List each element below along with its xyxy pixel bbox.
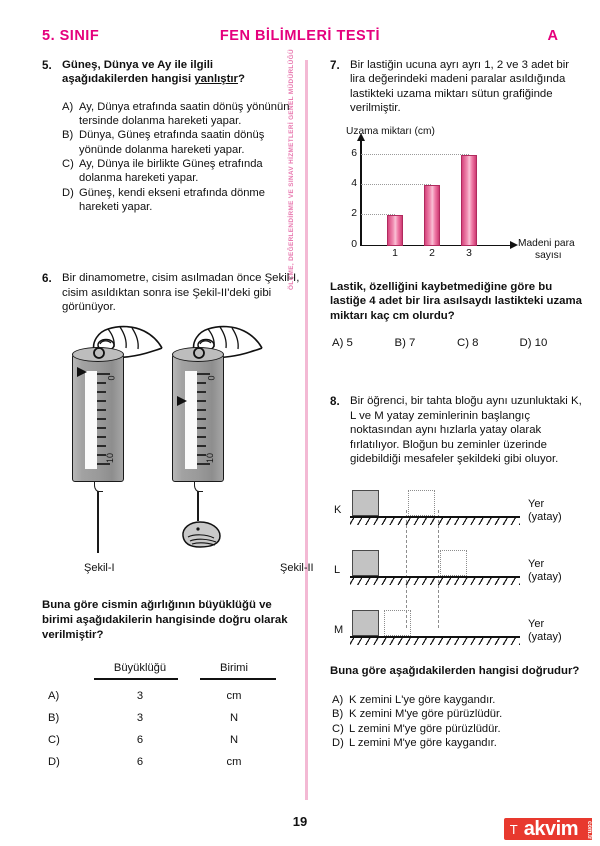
rock-object-icon	[178, 520, 222, 549]
option-text: Dünya, Güneş etrafında saatin dönüş yönünde dolanma hareketi yapar.	[79, 129, 265, 156]
question-5-option-b[interactable]	[62, 128, 300, 157]
chart-x-axis-title	[518, 238, 575, 262]
option-text: L zemini M'ye göre kaygandır.	[349, 736, 497, 749]
hook-top-icon	[192, 346, 206, 360]
logo-mark-icon	[504, 818, 524, 840]
question-7-sub-question: Lastik, özelliğini kaybetmediğine göre bu lastiğe 4 adet bir lira asılsaydı lastikteki uzama miktarı kaç cm olurdu?	[330, 280, 582, 322]
chart-xtick-3: 3	[466, 247, 472, 259]
dynamometer-scale-window	[185, 371, 197, 469]
chart-ytick-6: 6	[351, 147, 357, 159]
question-8-sub-question: Buna göre aşağıdakilerden hangisi doğrudur?	[330, 665, 580, 678]
table-header-unit: Birimi	[220, 662, 248, 675]
chart-gridline-6	[361, 154, 469, 155]
option-label: A)	[62, 100, 74, 113]
question-7-option-b[interactable]: B) 7	[394, 337, 416, 350]
block-end-ghost	[440, 550, 467, 576]
table-row[interactable]	[48, 685, 300, 707]
question-8-option-c[interactable]	[332, 722, 582, 736]
ground-hatch	[350, 637, 520, 645]
row-label: B)	[48, 711, 60, 724]
left-column	[42, 58, 314, 777]
row-unit: cm	[226, 689, 242, 702]
header-grade: 5. SINIF	[42, 28, 100, 44]
chart-y-axis	[360, 140, 362, 246]
klm-yer-label-l	[528, 558, 562, 583]
question-5-option-d[interactable]	[62, 186, 300, 215]
klm-row-l	[334, 538, 584, 588]
row-unit: N	[229, 733, 239, 746]
table-row[interactable]	[48, 751, 300, 773]
option-text: Ay, Dünya etrafında saatin dönüş yönünün tersinde dolanma hareketi yapar.	[79, 100, 290, 128]
block-end-ghost	[384, 610, 411, 636]
option-label: C)	[62, 158, 74, 170]
chart-ytick-0: 0	[351, 238, 357, 250]
logo-mark-letter: T	[509, 821, 518, 837]
question-7-option-d[interactable]: D) 10	[519, 337, 548, 350]
question-7-option-a[interactable]: A) 5	[332, 337, 353, 350]
question-8-stem: Bir öğrenci, bir tahta bloğu aynı uzunluktaki K, L ve M yatay zeminlerinin başlangıç noktasından aynı hızlarla yatay olarak fırlatılıyor. Bloğun bu zeminler üzerinde gidebildiği mesafeler şekildeki gibi oluyor.	[350, 395, 582, 466]
block-end-ghost	[408, 490, 435, 516]
dynamometer-pointer	[177, 396, 187, 406]
question-5-number: 5.	[42, 58, 52, 72]
hanging-string	[97, 491, 99, 553]
ground-hatch	[350, 577, 520, 585]
yer-line1: Yer	[528, 558, 545, 571]
dynamometer-scale-bottom-label: 10	[205, 453, 216, 464]
question-7-option-c[interactable]: C) 8	[457, 337, 479, 350]
question-6-answer-table	[42, 658, 300, 772]
block-start	[352, 550, 379, 576]
figure-1-caption: Şekil-I	[84, 562, 115, 575]
option-label: B)	[332, 708, 344, 721]
question-7-stem: Bir lastiğin ucuna ayrı ayrı 1, 2 ve 3 adet bir lira değerindeki madeni paralar asıldığında lastikteki uzama miktarı sütun grafiğinde verilmiştir.	[350, 59, 570, 115]
chart-x-axis-title-line2: sayısı	[535, 249, 562, 261]
table-header-row	[48, 658, 300, 678]
chart-gridline-4	[361, 184, 431, 185]
option-text: K zemini M'ye göre pürüzlüdür.	[349, 708, 503, 721]
question-7-number: 7.	[330, 58, 340, 72]
chart-bar-1	[387, 215, 403, 246]
chart-ytick-4: 4	[351, 177, 357, 189]
chart-bar-3	[461, 155, 477, 246]
question-8	[330, 394, 582, 750]
chart-title: Uzama miktarı (cm)	[346, 125, 435, 137]
yer-line1: Yer	[528, 498, 545, 511]
page-number: 19	[292, 814, 308, 829]
yer-line2: (yatay)	[528, 631, 562, 644]
question-8-options	[330, 693, 582, 750]
dynamometer-scale-window	[85, 371, 97, 469]
block-start	[352, 610, 379, 636]
block-start	[352, 490, 379, 516]
row-unit: N	[229, 711, 239, 724]
row-label: A)	[48, 689, 60, 702]
table-header-magnitude: Büyüklüğü	[113, 662, 167, 675]
row-label: D)	[48, 755, 60, 768]
klm-surfaces-figure	[334, 478, 584, 650]
chart-ytick-2: 2	[351, 207, 357, 219]
dynamometer-pointer	[77, 367, 87, 377]
row-unit: cm	[226, 755, 242, 768]
option-text: Güneş, kendi ekseni etrafında dönme hareketi yapar.	[79, 186, 265, 213]
question-5-option-c[interactable]	[62, 157, 300, 186]
header-test-title: FEN BİLİMLERİ TESTİ	[219, 28, 381, 44]
ground-hatch	[350, 517, 520, 525]
dynamometer-scale-top-label: 0	[206, 375, 217, 381]
sidebar-vertical-text: ÖLÇME, DEĞERLENDİRME VE SINAV HİZMETLERİ GENEL MÜDÜRLÜĞÜ	[288, 49, 295, 290]
question-6-number: 6.	[42, 271, 52, 285]
table-row[interactable]	[48, 707, 300, 729]
logo-tld: com.tr	[582, 818, 592, 840]
uzama-bar-chart	[338, 126, 576, 266]
dynamometer-body	[72, 354, 124, 482]
hanging-string	[197, 491, 199, 521]
column-divider	[305, 60, 308, 800]
yer-line2: (yatay)	[528, 511, 562, 524]
question-5-option-a[interactable]	[62, 100, 300, 129]
hook-top-icon	[92, 346, 106, 360]
chart-x-axis-title-line1: Madeni para	[518, 237, 575, 249]
table-row[interactable]	[48, 729, 300, 751]
question-5-stem	[62, 58, 300, 87]
dynamometer-body	[172, 354, 224, 482]
question-6-sub-question: Buna göre cismin ağırlığının büyüklüğü ve birimi aşağıdakilerin hangisinde doğru olarak verilmiştir?	[42, 599, 288, 641]
dynamometer-scale-bottom-label: 10	[105, 453, 116, 464]
option-text: L zemini M'ye göre pürüzlüdür.	[349, 722, 501, 735]
question-5	[42, 58, 300, 214]
klm-label-l: L	[334, 564, 341, 577]
figure-2-caption: Şekil-II	[280, 562, 314, 575]
option-label: A)	[332, 694, 344, 707]
option-label: B)	[62, 129, 74, 142]
question-7	[330, 58, 582, 349]
chart-xtick-2: 2	[429, 247, 435, 259]
klm-yer-label-m	[528, 618, 562, 643]
option-label: D)	[332, 736, 344, 749]
right-column	[330, 58, 582, 754]
takvim-logo[interactable]	[504, 816, 592, 842]
klm-row-m	[334, 598, 584, 648]
klm-label-k: K	[334, 504, 342, 517]
table-header-rule	[48, 678, 300, 679]
row-magnitude: 3	[136, 689, 144, 702]
header-booklet-code: A	[547, 28, 558, 44]
question-5-stem-underlined: yanlıştır	[194, 73, 238, 86]
question-8-number: 8.	[330, 394, 340, 408]
dynamometer-figure	[42, 324, 314, 586]
yer-line1: Yer	[528, 618, 545, 631]
dynamometer-scale-top-label: 0	[106, 375, 117, 381]
option-label: C)	[332, 722, 344, 735]
question-5-stem-part1: Güneş, Dünya ve Ay ile ilgili aşağıdakilerden hangisi	[62, 59, 214, 86]
question-8-option-b[interactable]	[332, 707, 582, 721]
logo-wordmark: akvim	[524, 818, 582, 840]
option-text: Ay, Dünya ile birlikte Güneş etrafında dolanma hareketi yapar.	[79, 158, 263, 185]
question-6	[42, 271, 314, 772]
question-5-options	[42, 100, 300, 214]
klm-row-k	[334, 478, 584, 528]
row-magnitude: 3	[136, 711, 144, 724]
yer-line2: (yatay)	[528, 571, 562, 584]
question-8-option-d[interactable]	[332, 736, 582, 750]
option-text: K zemini L'ye göre kaygandır.	[349, 694, 496, 707]
option-label: D)	[62, 186, 74, 199]
chart-xtick-1: 1	[392, 247, 398, 259]
row-magnitude: 6	[136, 755, 144, 768]
klm-label-m: M	[334, 624, 344, 637]
chart-bar-2	[424, 185, 440, 246]
question-8-option-a[interactable]	[332, 693, 582, 707]
klm-yer-label-k	[528, 498, 562, 523]
question-6-stem: Bir dinamometre, cisim asılmadan önce Şekil-I, cisim asıldıktan sonra ise Şekil-II'deki gibi görünüyor.	[62, 272, 300, 313]
question-5-stem-part2: ?	[238, 73, 245, 86]
row-magnitude: 6	[136, 733, 144, 746]
question-7-options	[330, 337, 582, 349]
row-label: C)	[48, 733, 60, 746]
